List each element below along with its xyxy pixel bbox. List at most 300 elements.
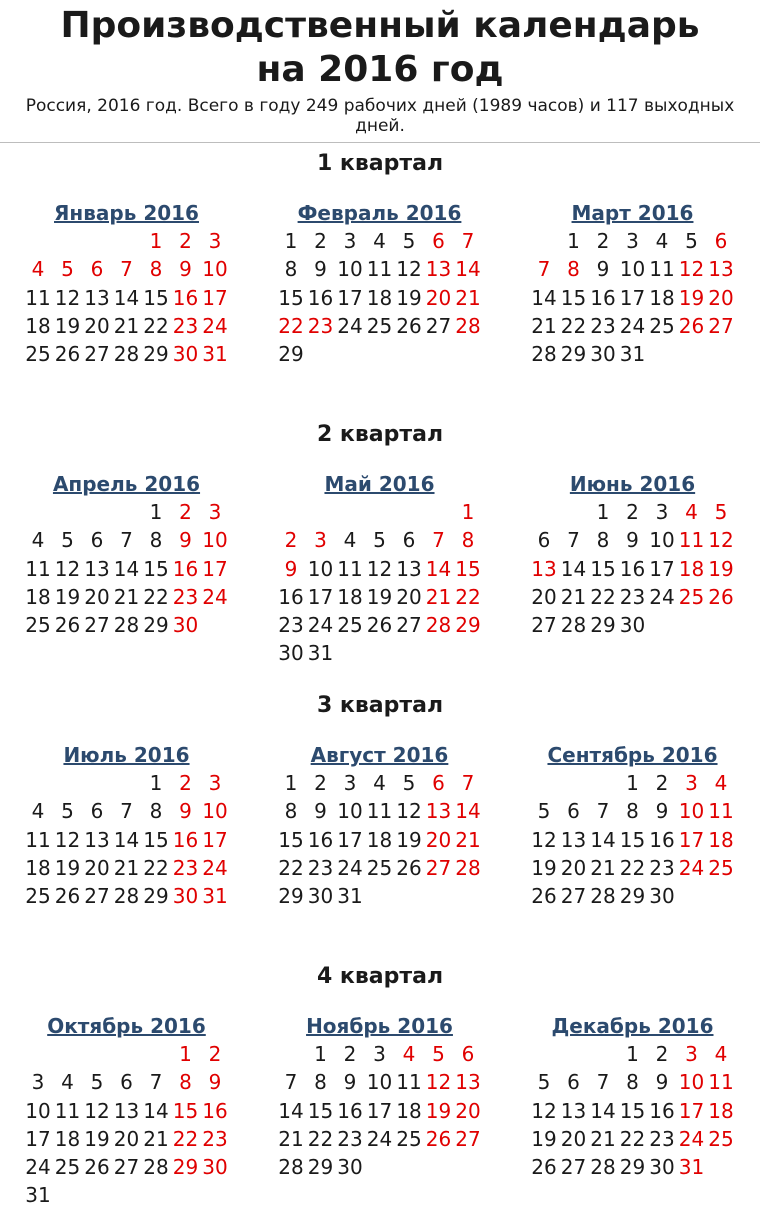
day-cell: 27 <box>531 613 557 638</box>
month-name-link[interactable]: Сентябрь 2016 <box>547 743 718 767</box>
day-cell: 7 <box>120 528 133 553</box>
day-cell: 14 <box>560 556 587 581</box>
day-cell: 8 <box>149 799 163 824</box>
day-cell: 11 <box>366 257 393 282</box>
quarter-2 <box>0 414 760 685</box>
month-day-grid <box>23 1040 230 1210</box>
month-block <box>253 177 506 368</box>
day-cell: 13 <box>560 1098 587 1123</box>
day-cell-holiday: 12 <box>708 528 734 553</box>
month-name-link[interactable]: Январь 2016 <box>54 201 199 225</box>
day-cell-holiday: 27 <box>455 1126 481 1151</box>
day-cell: 1 <box>626 1042 639 1066</box>
day-cell: 2 <box>655 1042 669 1066</box>
day-cell-holiday: 24 <box>202 313 228 338</box>
month-day-grid <box>529 769 736 910</box>
month-day-grid <box>23 498 230 639</box>
day-cell-holiday: 24 <box>678 1126 705 1151</box>
month-day-grid <box>276 498 483 668</box>
month-name-link[interactable]: Декабрь 2016 <box>551 1014 714 1038</box>
day-cell: 25 <box>25 884 51 909</box>
day-cell: 20 <box>531 584 557 609</box>
quarter-title: 1 квартал <box>316 151 444 176</box>
day-cell-holiday: 19 <box>425 1098 452 1123</box>
day-cell: 11 <box>25 285 51 310</box>
month-name-link[interactable]: Ноябрь 2016 <box>306 1014 453 1038</box>
day-cell: 19 <box>54 855 81 880</box>
quarter-title: 2 квартал <box>316 422 444 447</box>
month-day-grid <box>276 1040 483 1181</box>
title-line-2: на 2016 год <box>256 49 504 90</box>
day-cell: 21 <box>278 1126 304 1151</box>
day-cell-holiday: 7 <box>461 771 475 795</box>
day-cell: 26 <box>84 1155 110 1180</box>
day-cell: 8 <box>596 528 610 553</box>
day-cell: 27 <box>425 313 452 338</box>
day-cell: 8 <box>284 799 298 824</box>
day-cell: 12 <box>531 827 557 852</box>
day-cell: 14 <box>531 285 557 310</box>
day-cell: 26 <box>396 313 422 338</box>
day-cell: 15 <box>560 285 587 310</box>
day-cell-holiday: 3 <box>685 1042 698 1066</box>
quarter-1 <box>0 143 760 414</box>
month-day-grid <box>529 227 736 368</box>
quarter-months <box>0 719 760 910</box>
day-cell: 2 <box>596 229 610 253</box>
day-cell: 27 <box>113 1155 140 1180</box>
day-cell-holiday: 16 <box>172 556 199 581</box>
day-cell-holiday: 11 <box>678 528 705 553</box>
day-cell-holiday: 13 <box>708 257 734 282</box>
day-cell: 29 <box>560 342 587 367</box>
quarter-title: 4 квартал <box>316 964 444 989</box>
day-cell: 3 <box>655 500 669 524</box>
day-cell: 6 <box>567 1070 580 1095</box>
day-cell: 11 <box>337 556 363 581</box>
day-cell: 11 <box>25 827 51 852</box>
day-cell-holiday: 25 <box>708 855 734 880</box>
day-cell-holiday: 8 <box>179 1070 192 1095</box>
day-cell: 30 <box>590 342 616 367</box>
day-cell-holiday: 13 <box>531 556 557 581</box>
day-cell-holiday: 25 <box>708 1126 734 1151</box>
day-cell: 22 <box>143 584 169 609</box>
day-cell: 20 <box>560 855 587 880</box>
day-cell: 3 <box>31 1070 45 1095</box>
day-cell: 14 <box>113 285 140 310</box>
day-cell: 14 <box>278 1098 304 1123</box>
month-block <box>253 719 506 910</box>
day-cell: 24 <box>337 313 363 338</box>
day-cell: 17 <box>619 285 646 310</box>
day-cell: 26 <box>366 613 393 638</box>
day-cell-holiday: 30 <box>172 342 199 367</box>
month-name-link[interactable]: Апрель 2016 <box>52 472 201 496</box>
day-cell: 27 <box>560 884 587 909</box>
day-cell: 2 <box>655 771 669 795</box>
day-cell-holiday: 30 <box>172 884 199 909</box>
day-cell-holiday: 19 <box>678 285 705 310</box>
day-cell-holiday: 2 <box>284 528 298 553</box>
day-cell: 11 <box>396 1070 422 1095</box>
day-cell-holiday: 6 <box>461 1042 475 1066</box>
month-day-grid <box>23 769 230 910</box>
day-cell: 21 <box>113 313 140 338</box>
day-cell: 29 <box>590 613 616 638</box>
day-cell-holiday: 18 <box>708 827 734 852</box>
day-cell: 2 <box>343 1042 357 1066</box>
day-cell-holiday: 10 <box>678 1070 705 1095</box>
day-cell: 31 <box>25 1183 51 1208</box>
day-cell-holiday: 22 <box>455 584 481 609</box>
day-cell-holiday: 20 <box>425 827 452 852</box>
day-cell: 15 <box>143 285 169 310</box>
day-cell: 22 <box>590 584 616 609</box>
day-cell: 3 <box>343 771 357 795</box>
day-cell: 24 <box>619 313 646 338</box>
day-cell: 13 <box>84 285 110 310</box>
day-cell: 20 <box>84 313 110 338</box>
day-cell-holiday: 7 <box>120 257 133 282</box>
day-cell: 22 <box>560 313 587 338</box>
day-cell: 1 <box>149 771 163 795</box>
day-cell: 30 <box>278 641 304 666</box>
day-cell: 17 <box>366 1098 393 1123</box>
day-cell: 10 <box>307 556 334 581</box>
day-cell: 10 <box>619 257 646 282</box>
day-cell-holiday: 4 <box>714 771 728 795</box>
day-cell: 18 <box>396 1098 422 1123</box>
day-cell-holiday: 19 <box>708 556 734 581</box>
month-day-grid <box>529 1040 736 1181</box>
day-cell: 19 <box>396 827 422 852</box>
day-cell: 17 <box>337 285 363 310</box>
day-cell-holiday: 27 <box>425 855 452 880</box>
day-cell-holiday: 3 <box>314 528 327 553</box>
day-cell: 23 <box>649 1126 675 1151</box>
day-cell: 18 <box>337 584 363 609</box>
day-cell-holiday: 24 <box>202 855 228 880</box>
day-cell: 19 <box>54 584 81 609</box>
day-cell-holiday: 1 <box>149 229 163 253</box>
month-name-link[interactable]: Июль 2016 <box>63 743 190 767</box>
day-cell: 26 <box>531 1155 557 1180</box>
page-title <box>0 4 760 92</box>
day-cell: 12 <box>531 1098 557 1123</box>
day-cell: 14 <box>113 556 140 581</box>
day-cell: 9 <box>655 1070 669 1095</box>
day-cell-holiday: 17 <box>202 556 228 581</box>
day-cell-holiday: 23 <box>202 1126 228 1151</box>
day-cell: 15 <box>619 827 646 852</box>
day-cell: 21 <box>590 1126 616 1151</box>
day-cell: 27 <box>396 613 422 638</box>
day-cell: 28 <box>143 1155 169 1180</box>
day-cell-holiday: 3 <box>208 771 222 795</box>
quarter-months <box>0 990 760 1210</box>
day-cell-holiday: 16 <box>202 1098 228 1123</box>
day-cell-holiday: 23 <box>172 584 199 609</box>
day-cell: 5 <box>685 229 698 253</box>
day-cell: 27 <box>84 613 110 638</box>
day-cell: 31 <box>307 641 334 666</box>
day-cell: 4 <box>31 799 45 824</box>
day-cell-holiday: 16 <box>172 285 199 310</box>
day-cell: 24 <box>649 584 675 609</box>
day-cell: 31 <box>337 884 363 909</box>
day-cell: 1 <box>149 500 163 524</box>
month-name-link[interactable]: Октябрь 2016 <box>47 1014 206 1038</box>
day-cell-holiday: 11 <box>708 1070 734 1095</box>
day-cell: 16 <box>307 285 334 310</box>
day-cell: 22 <box>143 313 169 338</box>
month-name-link[interactable]: Август 2016 <box>310 743 449 767</box>
day-cell-holiday: 18 <box>678 556 705 581</box>
day-cell-holiday: 17 <box>678 1098 705 1123</box>
page-subtitle: Россия, 2016 год. Всего в году 249 рабочих дней (1989 часов) и 117 выходных дней. <box>25 96 735 136</box>
day-cell: 1 <box>567 229 580 253</box>
month-day-grid <box>276 227 483 368</box>
day-cell: 28 <box>560 613 587 638</box>
day-cell-holiday: 4 <box>31 257 45 282</box>
day-cell-holiday: 25 <box>678 584 705 609</box>
day-cell: 10 <box>337 257 363 282</box>
day-cell: 29 <box>278 342 304 367</box>
day-cell: 30 <box>649 884 675 909</box>
day-cell: 22 <box>307 1126 334 1151</box>
day-cell: 28 <box>590 1155 616 1180</box>
day-cell-holiday: 2 <box>179 229 192 253</box>
day-cell: 19 <box>531 1126 557 1151</box>
day-cell: 25 <box>54 1155 81 1180</box>
day-cell: 19 <box>366 584 393 609</box>
day-cell: 21 <box>113 584 140 609</box>
day-cell: 8 <box>314 1070 327 1095</box>
day-cell: 7 <box>120 799 133 824</box>
day-cell: 4 <box>373 229 386 253</box>
day-cell-holiday: 16 <box>172 827 199 852</box>
day-cell: 12 <box>54 827 81 852</box>
day-cell-holiday: 15 <box>172 1098 199 1123</box>
quarter-months <box>0 177 760 368</box>
day-cell: 19 <box>396 285 422 310</box>
day-cell: 5 <box>373 528 386 553</box>
day-cell-holiday: 2 <box>179 771 192 795</box>
day-cell: 25 <box>25 613 51 638</box>
day-cell-holiday: 18 <box>708 1098 734 1123</box>
day-cell: 24 <box>366 1126 393 1151</box>
day-cell: 5 <box>537 799 551 824</box>
day-cell-holiday: 2 <box>179 500 192 524</box>
day-cell: 28 <box>113 613 140 638</box>
day-cell: 22 <box>143 855 169 880</box>
day-cell: 29 <box>143 342 169 367</box>
day-cell: 2 <box>314 229 327 253</box>
title-line-1: Производственный календарь <box>60 5 700 46</box>
day-cell: 23 <box>337 1126 363 1151</box>
day-cell-holiday: 9 <box>179 528 192 553</box>
day-cell-holiday: 17 <box>202 827 228 852</box>
day-cell: 19 <box>54 313 81 338</box>
day-cell: 28 <box>113 884 140 909</box>
day-cell: 5 <box>402 229 416 253</box>
day-cell: 12 <box>54 285 81 310</box>
day-cell: 22 <box>619 1126 646 1151</box>
day-cell: 15 <box>278 827 304 852</box>
day-cell-holiday: 31 <box>202 342 228 367</box>
day-cell-holiday: 17 <box>202 285 228 310</box>
day-cell: 25 <box>25 342 51 367</box>
day-cell-holiday: 31 <box>678 1155 705 1180</box>
day-cell-holiday: 7 <box>432 528 445 553</box>
day-cell: 18 <box>366 285 393 310</box>
day-cell-holiday: 22 <box>172 1126 199 1151</box>
day-cell: 5 <box>90 1070 104 1095</box>
month-name-link[interactable]: Февраль 2016 <box>297 201 462 225</box>
day-cell: 15 <box>619 1098 646 1123</box>
day-cell: 26 <box>54 613 81 638</box>
day-cell: 18 <box>25 313 51 338</box>
day-cell-holiday: 13 <box>425 257 452 282</box>
day-cell: 28 <box>531 342 557 367</box>
day-cell-holiday: 13 <box>455 1070 481 1095</box>
day-cell: 9 <box>655 799 669 824</box>
day-cell: 25 <box>649 313 675 338</box>
day-cell-holiday: 10 <box>678 799 705 824</box>
day-cell: 16 <box>278 584 304 609</box>
day-cell-holiday: 23 <box>307 313 334 338</box>
day-cell: 23 <box>307 855 334 880</box>
day-cell-holiday: 9 <box>179 799 192 824</box>
day-cell: 9 <box>596 257 610 282</box>
day-cell-holiday: 24 <box>678 855 705 880</box>
day-cell: 1 <box>284 771 298 795</box>
day-cell: 9 <box>314 799 327 824</box>
day-cell: 22 <box>278 855 304 880</box>
day-cell: 17 <box>649 556 675 581</box>
day-cell: 4 <box>31 528 45 553</box>
day-cell: 19 <box>531 855 557 880</box>
day-cell: 5 <box>402 771 416 795</box>
day-cell: 21 <box>113 855 140 880</box>
day-cell: 16 <box>649 1098 675 1123</box>
day-cell-holiday: 26 <box>678 313 705 338</box>
day-cell: 16 <box>649 827 675 852</box>
day-cell: 7 <box>567 528 580 553</box>
day-cell-holiday: 29 <box>172 1155 199 1180</box>
day-cell-holiday: 26 <box>425 1126 452 1151</box>
day-cell: 11 <box>649 257 675 282</box>
day-cell-holiday: 6 <box>432 771 445 795</box>
day-cell: 17 <box>337 827 363 852</box>
day-cell: 23 <box>649 855 675 880</box>
day-cell-holiday: 14 <box>455 257 481 282</box>
day-cell-holiday: 7 <box>537 257 551 282</box>
month-name-link[interactable]: Март 2016 <box>571 201 694 225</box>
day-cell: 15 <box>278 285 304 310</box>
day-cell: 24 <box>25 1155 51 1180</box>
day-cell: 8 <box>149 528 163 553</box>
day-cell: 5 <box>61 799 74 824</box>
day-cell: 29 <box>143 884 169 909</box>
day-cell-holiday: 6 <box>90 257 104 282</box>
day-cell: 31 <box>619 342 646 367</box>
day-cell-holiday: 6 <box>714 229 728 253</box>
day-cell-holiday: 7 <box>461 229 475 253</box>
month-name-link[interactable]: Май 2016 <box>324 472 435 496</box>
month-block <box>506 448 759 668</box>
month-day-grid <box>23 227 230 368</box>
day-cell-holiday: 30 <box>202 1155 228 1180</box>
day-cell: 5 <box>61 528 74 553</box>
day-cell: 3 <box>373 1042 386 1066</box>
day-cell: 8 <box>626 799 639 824</box>
day-cell-holiday: 14 <box>425 556 452 581</box>
quarter-months <box>0 448 760 668</box>
quarters-container <box>0 143 760 1227</box>
day-cell: 11 <box>25 556 51 581</box>
month-block <box>0 990 253 1210</box>
day-cell: 2 <box>626 500 639 524</box>
day-cell: 12 <box>54 556 81 581</box>
day-cell: 28 <box>278 1155 304 1180</box>
day-cell: 6 <box>537 528 551 553</box>
day-cell-holiday: 10 <box>202 528 228 553</box>
day-cell: 7 <box>596 1070 610 1095</box>
day-cell: 23 <box>278 613 304 638</box>
day-cell-holiday: 21 <box>455 827 481 852</box>
day-cell: 7 <box>149 1070 163 1095</box>
month-name-link[interactable]: Июнь 2016 <box>569 472 696 496</box>
day-cell: 20 <box>84 584 110 609</box>
day-cell: 13 <box>113 1098 140 1123</box>
day-cell-holiday: 20 <box>708 285 734 310</box>
day-cell: 13 <box>84 827 110 852</box>
calendar-page <box>0 4 760 1208</box>
day-cell: 26 <box>396 855 422 880</box>
day-cell: 28 <box>590 884 616 909</box>
day-cell: 18 <box>54 1126 81 1151</box>
day-cell: 13 <box>396 556 422 581</box>
day-cell-holiday: 5 <box>714 500 728 524</box>
day-cell-holiday: 3 <box>685 771 698 795</box>
day-cell: 26 <box>54 342 81 367</box>
day-cell: 20 <box>84 855 110 880</box>
day-cell: 26 <box>54 884 81 909</box>
day-cell: 25 <box>366 313 393 338</box>
day-cell-holiday: 20 <box>425 285 452 310</box>
day-cell: 6 <box>90 528 104 553</box>
day-cell-holiday: 23 <box>172 855 199 880</box>
day-cell: 30 <box>649 1155 675 1180</box>
day-cell: 21 <box>143 1126 169 1151</box>
day-cell: 10 <box>366 1070 393 1095</box>
day-cell: 25 <box>366 855 393 880</box>
day-cell: 15 <box>307 1098 334 1123</box>
day-cell-holiday: 21 <box>455 285 481 310</box>
day-cell: 17 <box>307 584 334 609</box>
day-cell: 13 <box>84 556 110 581</box>
day-cell: 13 <box>560 827 587 852</box>
day-cell-holiday: 15 <box>455 556 481 581</box>
day-cell-holiday: 8 <box>149 257 163 282</box>
day-cell: 6 <box>120 1070 133 1095</box>
month-block <box>0 719 253 910</box>
day-cell-holiday: 23 <box>172 313 199 338</box>
day-cell: 6 <box>90 799 104 824</box>
day-cell: 16 <box>619 556 646 581</box>
